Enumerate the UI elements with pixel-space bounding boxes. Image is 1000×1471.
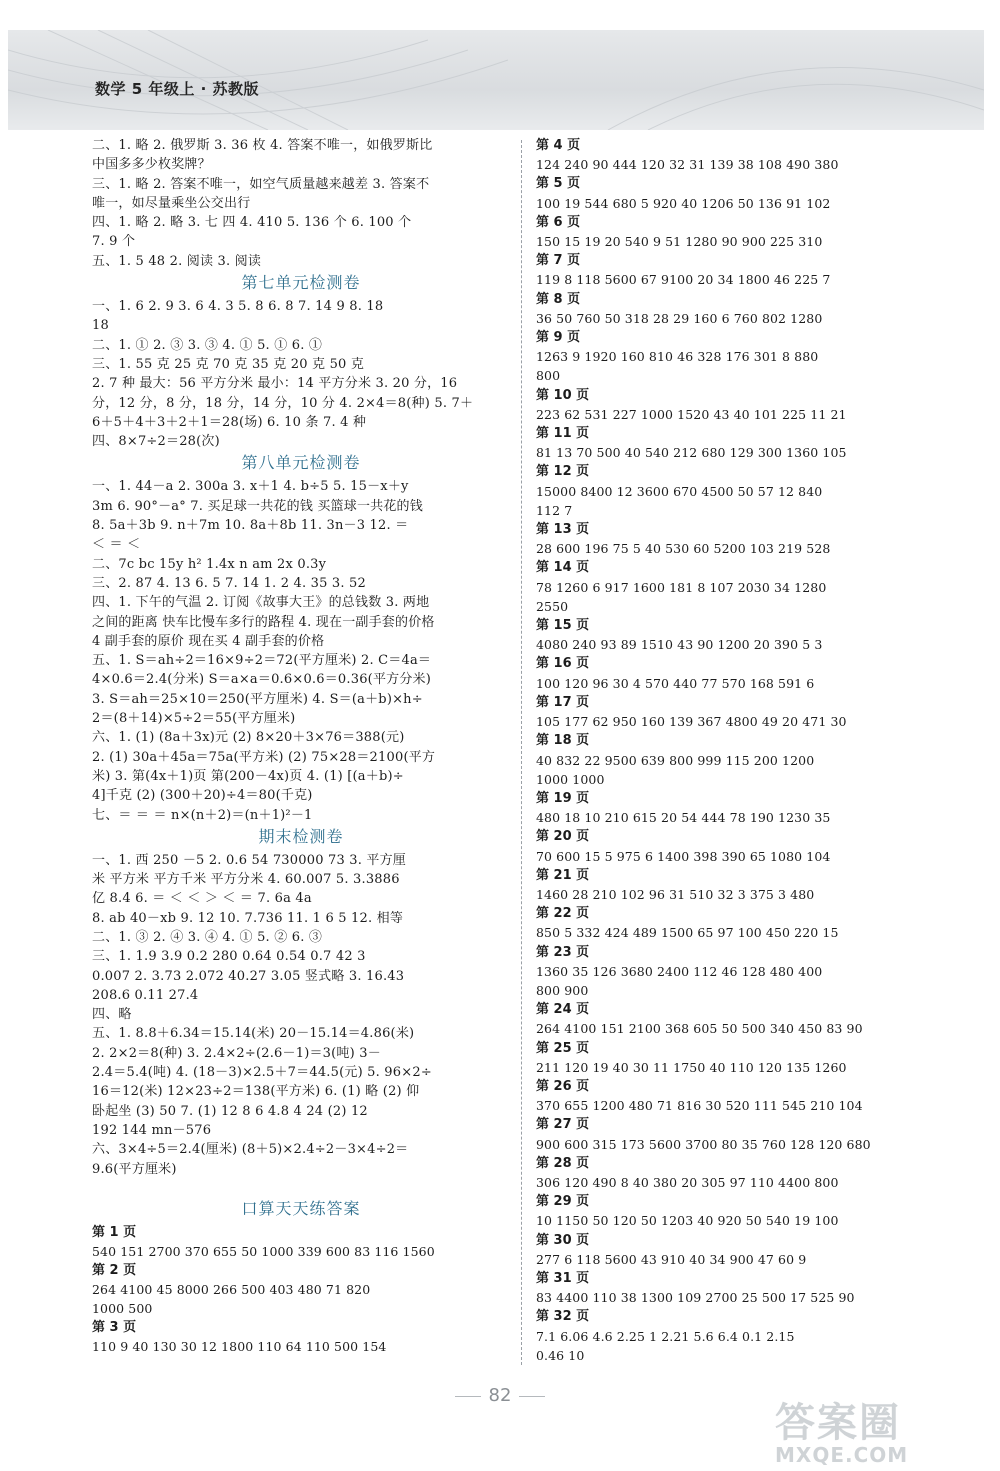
answer-line: 二、7c bc 15y h² 1.4x n am 2x 0.3y xyxy=(92,556,327,572)
page-answers: 1360 35 126 3680 2400 112 46 128 480 400 xyxy=(536,963,823,979)
answer-line: 7. 9 个 xyxy=(92,234,136,250)
left-column xyxy=(92,136,510,1357)
page-label: 第 2 页 xyxy=(92,1263,137,1279)
answer-line: 五、1. S＝ah÷2＝16×9÷2＝72(平方厘米) 2. C＝4a＝ xyxy=(92,653,432,669)
page-answers: 277 6 118 5600 43 910 40 34 900 47 60 9 xyxy=(536,1251,807,1267)
page-label: 第 12 页 xyxy=(536,464,590,480)
page-answers: 36 50 760 50 318 28 29 160 6 760 802 1280 xyxy=(536,310,823,326)
page-label: 第 29 页 xyxy=(536,1194,590,1210)
answer-line: 4]千克 (2) (300＋20)÷4＝80(千克) xyxy=(92,788,313,804)
answer-line: 0.007 2. 3.73 2.072 40.27 3.05 竖式略 3. 16.43 xyxy=(92,968,405,984)
page-label: 第 5 页 xyxy=(536,176,581,192)
page-answers: 70 600 15 5 975 6 1400 398 390 65 1080 104 xyxy=(536,848,831,864)
answer-line: 四、1. 下午的气温 2. 订阅《故事大王》的总钱数 3. 两地 xyxy=(92,595,430,611)
page-answers: 1263 9 1920 160 810 46 328 176 301 8 880 xyxy=(536,349,819,365)
answer-line: 二、1. ① 2. ③ 3. ③ 4. ① 5. ① 6. ① xyxy=(92,337,323,353)
answer-line: 三、2. 87 4. 13 6. 5 7. 14 1. 2 4. 35 3. 52 xyxy=(92,575,366,591)
page-label: 第 13 页 xyxy=(536,522,590,538)
page-answers: 223 62 531 227 1000 1520 43 40 101 225 11 21 xyxy=(536,406,847,422)
answer-line: 一、1. 西 250 －5 2. 0.6 54 730000 73 3. 平方厘 xyxy=(92,852,407,868)
section-title-oral: 口算天天练答案 xyxy=(241,1198,361,1218)
page-number-text: 82 xyxy=(488,1385,512,1406)
answer-line: 四、略 xyxy=(92,1007,132,1023)
answer-line: 之间的距离 快车比慢车多行的路程 4. 现在一副手套的价格 xyxy=(92,614,435,630)
page-label: 第 32 页 xyxy=(536,1309,590,1325)
answer-line: 2＝(8＋14)×5÷2＝55(平方厘米) xyxy=(92,711,296,727)
page-label: 第 22 页 xyxy=(536,906,590,922)
answer-line: 4×0.6＝2.4(分米) S＝a×a＝0.6×0.6＝0.36(平方分米) xyxy=(92,672,432,688)
page-label: 第 3 页 xyxy=(92,1320,137,1336)
answer-line: 8. 5a＋3b 9. n＋7m 10. 8a＋8b 11. 3n－3 12. ＝ xyxy=(92,518,409,534)
watermark-top-text: 答案圈 xyxy=(775,1400,901,1446)
page-answers: 110 9 40 130 30 12 1800 110 64 110 500 154 xyxy=(92,1339,387,1355)
answer-line: 一、1. 44－a 2. 300a 3. x＋1 4. b÷5 5. 15－x＋y xyxy=(92,479,409,495)
answer-line: 分，12 分，8 分，18 分，14 分，10 分 4. 2×4＝8(种) 5. 7＋ xyxy=(92,395,474,411)
book-title: 数学 5 年级上 · 苏教版 xyxy=(95,80,260,98)
page-label: 第 31 页 xyxy=(536,1270,590,1286)
page-answers: 15000 8400 12 3600 670 4500 50 57 12 840 xyxy=(536,483,823,499)
page-answers: 4080 240 93 89 1510 43 90 1200 20 390 5 3 xyxy=(536,637,823,653)
section-title-unit8: 第八单元检测卷 xyxy=(241,453,361,473)
page-label: 第 18 页 xyxy=(536,733,590,749)
answer-line: 米 平方米 平方千米 平方分米 4. 60.007 5. 3.3886 xyxy=(92,872,400,888)
answer-line: 18 xyxy=(92,318,109,334)
answer-line: 七、＝ ＝ ＝ n×(n＋2)＝(n＋1)²－1 xyxy=(92,807,313,823)
right-column xyxy=(536,136,946,1365)
answer-line: 4 副手套的原价 现在买 4 副手套的价格 xyxy=(92,633,325,649)
answer-line: 唯一，如尽量乘坐公交出行 xyxy=(92,195,251,211)
page-label: 第 21 页 xyxy=(536,867,590,883)
answer-line: 六、1. (1) (8a＋3x)元 (2) 8×20＋3×76＝388(元) xyxy=(92,730,405,746)
section-title-unit7: 第七单元检测卷 xyxy=(241,273,361,293)
answer-line: 9.6(平方厘米) xyxy=(92,1161,177,1177)
answer-line: 3. S＝ah＝25×10＝250(平方厘米) 4. S＝(a＋b)×h÷ xyxy=(92,691,423,707)
page-answers: 78 1260 6 917 1600 181 8 107 2030 34 1280 xyxy=(536,579,827,595)
answer-line: 3m 6. 90°－a° 7. 买足球一共花的钱 买篮球一共花的钱 xyxy=(92,498,423,514)
page-label: 第 23 页 xyxy=(536,944,590,960)
page-label: 第 19 页 xyxy=(536,790,590,806)
page-label: 第 8 页 xyxy=(536,291,581,307)
page-label: 第 25 页 xyxy=(536,1040,590,1056)
page-label: 第 28 页 xyxy=(536,1155,590,1171)
page-label: 第 20 页 xyxy=(536,829,590,845)
answer-line: 2. 2×2＝8(种) 3. 2.4×2÷(2.6－1)＝3(吨) 3－ xyxy=(92,1045,381,1061)
answer-line: 2.4＝5.4(吨) 4. (18－3)×2.5＋7＝44.5(元) 5. 96×2÷ xyxy=(92,1065,432,1081)
answer-line: 二、1. ③ 2. ④ 3. ④ 4. ① 5. ② 6. ③ xyxy=(92,929,323,945)
page-number-dash-left xyxy=(455,1396,481,1397)
page-answers: 7.1 6.06 4.6 2.25 1 2.21 5.6 6.4 0.1 2.15 xyxy=(536,1328,795,1344)
page-answers: 850 5 332 424 489 1500 65 97 100 450 220 15 xyxy=(536,925,839,941)
page-answers: 264 4100 151 2100 368 605 50 500 340 450 83 90 xyxy=(536,1021,863,1037)
answer-line: 五、1. 8.8＋6.34＝15.14(米) 20－15.14＝4.86(米) xyxy=(92,1026,415,1042)
page-label: 第 10 页 xyxy=(536,387,590,403)
page-answers: 150 15 19 20 540 9 51 1280 90 900 225 310 xyxy=(536,234,823,250)
page-answers: 800 900 xyxy=(536,982,589,998)
answer-line: 卧起坐 (3) 50 7. (1) 12 8 6 4.8 4 24 (2) 12 xyxy=(92,1103,368,1119)
column-divider xyxy=(521,140,522,1365)
page-answers: 124 240 90 444 120 32 31 139 38 108 490 380 xyxy=(536,157,839,173)
answer-line: 米) 3. 第(4x＋1)页 第(200－4x)页 4. (1) [(a＋b)÷ xyxy=(92,768,404,784)
page-label: 第 11 页 xyxy=(536,426,590,442)
page-label: 第 7 页 xyxy=(536,253,581,269)
answer-line: 五、1. 5 48 2. 阅读 3. 阅读 xyxy=(92,253,262,269)
page-answers: 2550 xyxy=(536,598,569,614)
page-label: 第 9 页 xyxy=(536,330,581,346)
answer-line: 三、1. 略 2. 答案不唯一，如空气质量越来越差 3. 答案不 xyxy=(92,176,430,192)
page-answers: 100 120 96 30 4 570 440 77 570 168 591 6 xyxy=(536,675,815,691)
answer-line: 二、1. 略 2. 俄罗斯 3. 36 枚 4. 答案不唯一，如俄罗斯比 xyxy=(92,138,433,153)
page-answers: 100 19 544 680 5 920 40 1206 50 136 91 102 xyxy=(536,195,831,211)
page-label: 第 17 页 xyxy=(536,694,590,710)
page-answers: 900 600 315 173 5600 3700 80 35 760 128 120 680 xyxy=(536,1136,871,1152)
page-label: 第 27 页 xyxy=(536,1117,590,1133)
section-title-final: 期末检测卷 xyxy=(258,826,344,846)
page-label: 第 15 页 xyxy=(536,618,590,634)
page-answers: 40 832 22 9500 639 800 999 115 200 1200 xyxy=(536,752,815,768)
page-answers: 480 18 10 210 615 20 54 444 78 190 1230 35 xyxy=(536,810,831,826)
page-answers: 800 xyxy=(536,368,561,384)
answer-line: 8. ab 40－xb 9. 12 10. 7.736 11. 1 6 5 12. 相等 xyxy=(92,910,404,926)
page-answers: 28 600 196 75 5 40 530 60 5200 103 219 528 xyxy=(536,541,831,557)
answer-line: 三、1. 55 克 25 克 70 克 35 克 20 克 50 克 xyxy=(92,356,365,372)
answer-line: 192 144 mn－576 xyxy=(92,1122,212,1138)
page-label: 第 4 页 xyxy=(536,138,581,153)
page-answers: 119 8 118 5600 67 9100 20 34 1800 46 225 7 xyxy=(536,272,831,288)
page-answers: 81 13 70 500 40 540 212 680 129 300 1360 105 xyxy=(536,445,847,461)
page-label: 第 1 页 xyxy=(92,1224,137,1240)
answer-line: 6＋5＋4＋3＋2＋1＝28(场) 6. 10 条 7. 4 种 xyxy=(92,414,367,430)
page-answers: 10 1150 50 120 50 1203 40 920 50 540 19 100 xyxy=(536,1213,839,1229)
page-answers: 370 655 1200 480 71 816 30 520 111 545 210 104 xyxy=(536,1098,863,1114)
answer-line: 208.6 0.11 27.4 xyxy=(92,987,199,1003)
answer-line: 四、1. 略 2. 略 3. 七 四 4. 410 5. 136 个 6. 100 个 xyxy=(92,215,412,231)
answer-line: 2. (1) 30a＋45a＝75a(平方米) (2) 75×28＝2100(平方 xyxy=(92,749,436,765)
watermark-bottom-text: MXQE.COM xyxy=(775,1443,909,1467)
answer-line: 2. 7 种 最大：56 平方分米 最小：14 平方分米 3. 20 分，16 xyxy=(92,376,458,392)
answer-line: 四、8×7÷2＝28(次) xyxy=(92,434,220,450)
page-label: 第 24 页 xyxy=(536,1002,590,1018)
page-answers: 112 7 xyxy=(536,502,573,518)
page-answers: 1000 500 xyxy=(92,1301,153,1317)
page-answers: 0.46 10 xyxy=(536,1347,585,1363)
answer-line: 16＝12(米) 12×23÷2＝138(平方米) 6. (1) 略 (2) 仰 xyxy=(92,1084,420,1100)
answer-line: 一、1. 6 2. 9 3. 6 4. 3 5. 8 6. 8 7. 14 9 8. 18 xyxy=(92,299,384,315)
answer-line: 中国多多少枚奖牌？ xyxy=(92,157,211,173)
page-answers: 264 4100 45 8000 266 500 403 480 71 820 xyxy=(92,1282,371,1298)
watermark xyxy=(775,1402,990,1468)
page-answers: 105 177 62 950 160 139 367 4800 49 20 471 30 xyxy=(536,714,847,730)
page-answers: 83 4400 110 38 1300 109 2700 25 500 17 525 90 xyxy=(536,1290,855,1306)
answer-line: 六、3×4÷5＝2.4(厘米) (8＋5)×2.4÷2－3×4÷2＝ xyxy=(92,1142,409,1158)
page-answers: 1000 1000 xyxy=(536,771,605,787)
page-label: 第 14 页 xyxy=(536,560,590,576)
page-label: 第 26 页 xyxy=(536,1078,590,1094)
answer-line: ＜ ＝ ＜ xyxy=(92,537,141,553)
page-answers: 1460 28 210 102 96 31 510 32 3 375 3 480 xyxy=(536,886,815,902)
page-answers: 211 120 19 40 30 11 1750 40 110 120 135 1260 xyxy=(536,1059,847,1075)
page-label: 第 30 页 xyxy=(536,1232,590,1248)
page-number-dash-right xyxy=(519,1396,545,1397)
answer-line: 亿 8.4 6. ＝ ＜ ＜ ＞ ＜ ＝ 7. 6a 4a xyxy=(92,891,312,907)
answer-line: 三、1. 1.9 3.9 0.2 280 0.64 0.54 0.7 42 3 xyxy=(92,949,366,965)
page-label: 第 6 页 xyxy=(536,214,581,230)
page-answers: 306 120 490 8 40 380 20 305 97 110 4400 800 xyxy=(536,1174,839,1190)
page-label: 第 16 页 xyxy=(536,656,590,672)
page-answers: 540 151 2700 370 655 50 1000 339 600 83 116 1560 xyxy=(92,1243,435,1259)
